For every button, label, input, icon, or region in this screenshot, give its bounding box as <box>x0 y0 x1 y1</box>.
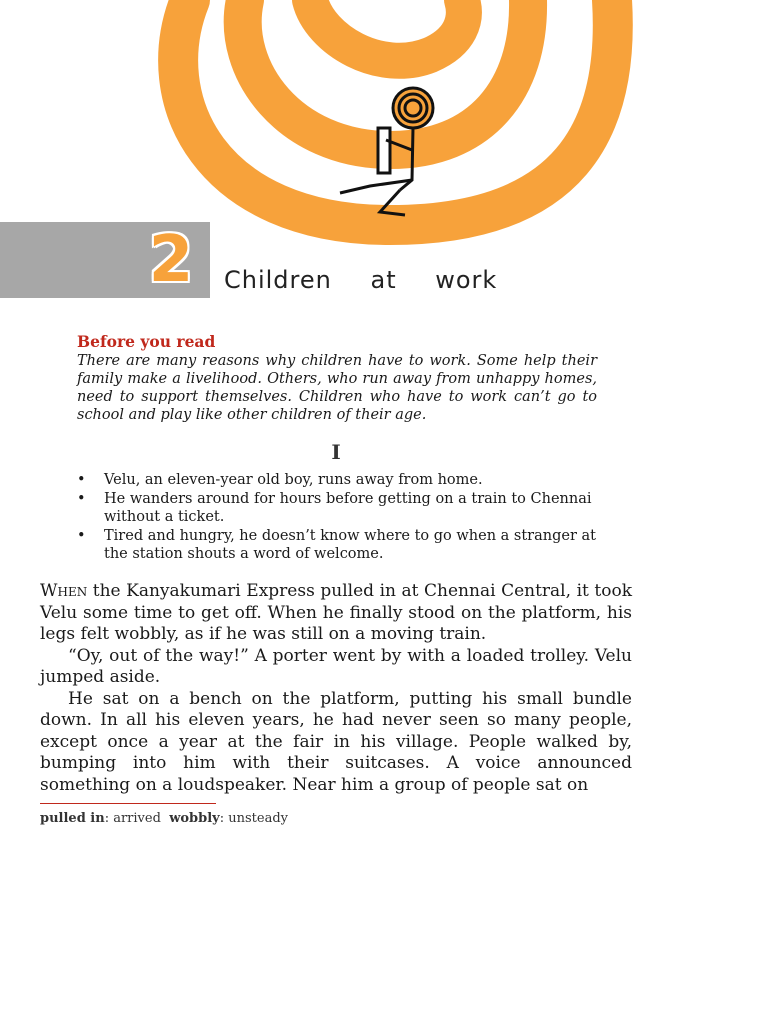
summary-text: He wanders around for hours before getting on a train to Chennai without a ticket. <box>104 491 592 525</box>
bullet-icon: • <box>77 528 86 544</box>
footnote-divider <box>40 803 216 804</box>
story-paragraph: He sat on a bench on the platform, putting his small bundle down. In all his eleven years, he had never seen so many people, except once a year at the fair in his village. People walked by, bumping into him with their suitcases. A voice announced something on a loudspeaker. Near him a group of people sat on <box>40 688 632 795</box>
story-paragraph: “Oy, out of the way!” A porter went by with a loaded trolley. Velu jumped aside. <box>40 645 632 687</box>
story-body <box>40 581 632 796</box>
summary-item <box>77 471 597 489</box>
summary-list <box>77 471 597 564</box>
glossary-meaning: : arrived <box>104 811 161 826</box>
summary-item <box>77 527 597 563</box>
summary-text: Tired and hungry, he doesn’t know where to go when a stranger at the station shouts a word of welcome. <box>104 528 596 562</box>
section-numeral: I <box>331 440 341 464</box>
spiral-reading-illustration <box>150 0 640 250</box>
summary-item <box>77 490 597 526</box>
bullet-icon: • <box>77 491 86 507</box>
story-paragraph <box>40 581 632 646</box>
glossary-term: wobbly <box>169 811 220 826</box>
bullet-icon: • <box>77 472 86 488</box>
glossary-term: pulled in <box>40 811 105 826</box>
before-you-read-text: There are many reasons why children have to work. Some help their family make a livelihood. Others, who run away from unhappy homes, need to support themselves. Children who have to work can’t go to school and play like other children of their age. <box>77 353 597 423</box>
chapter-number: 2 <box>148 223 194 297</box>
glossary-meaning: : unsteady <box>219 811 288 826</box>
summary-text: Velu, an eleven-year old boy, runs away from home. <box>104 472 483 488</box>
story-first-word: When <box>40 581 88 601</box>
chapter-title: Children at work <box>224 266 498 294</box>
footnote-glossary <box>40 811 288 826</box>
story-paragraph1-text: the Kanyakumari Express pulled in at Chennai Central, it took Velu some time to get off. When he finally stood on the platform, his legs felt wobbly, as if he was still on a moving train. <box>40 581 632 644</box>
before-you-read-heading: Before you read <box>77 332 216 351</box>
